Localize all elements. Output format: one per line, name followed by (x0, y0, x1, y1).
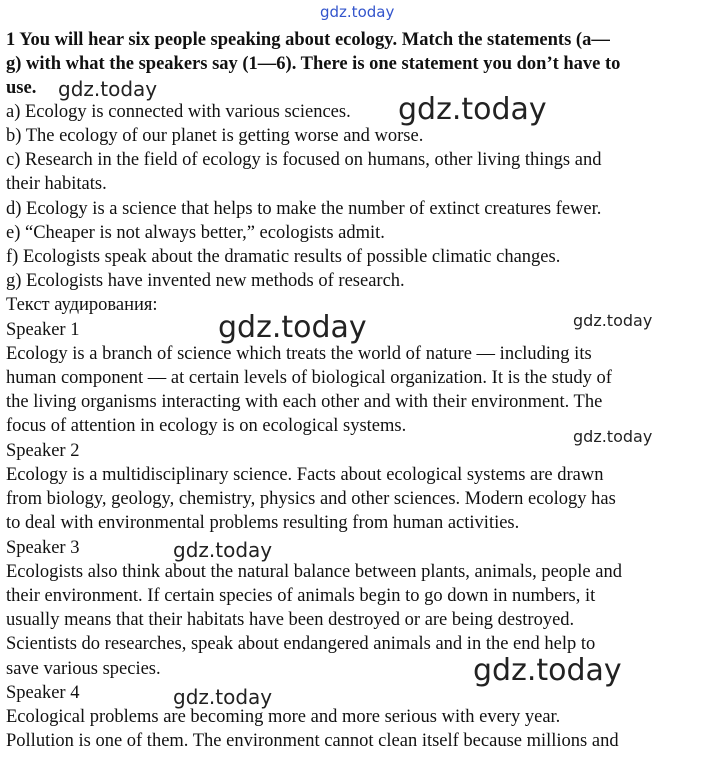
watermark-small: gdz.today (58, 77, 158, 101)
speaker-text-line: to deal with environmental problems resulting from human activities. (6, 513, 520, 533)
speaker-text-line: Ecology is a multidisciplinary science. Facts about ecological systems are drawn (6, 465, 604, 485)
transcript-label: Текст аудирования: (6, 295, 158, 315)
watermark-top: gdz.today (320, 3, 395, 21)
statement-c-continued: their habitats. (6, 174, 107, 194)
statement-e: e) “Cheaper is not always better,” ecologists admit. (6, 223, 385, 243)
watermark-small: gdz.today (173, 685, 273, 709)
speaker-label: Speaker 4 (6, 683, 80, 703)
watermark-small: gdz.today (573, 427, 653, 446)
speaker-label: Speaker 2 (6, 441, 80, 461)
watermark-small: gdz.today (173, 538, 273, 562)
speaker-text-line: human component — at certain levels of biological organization. It is the study of (6, 368, 612, 388)
speaker-text-line: Ecologists also think about the natural balance between plants, animals, people and (6, 562, 622, 582)
statement-b: b) The ecology of our planet is getting worse and worse. (6, 126, 424, 146)
speaker-label: Speaker 1 (6, 320, 80, 340)
task-heading-line: g) with what the speakers say (1—6). There is one statement you don’t have to (6, 54, 621, 74)
speaker-text-line: Ecology is a branch of science which treats the world of nature — including its (6, 344, 592, 364)
speaker-text-line: the living organisms interacting with each other and with their environment. The (6, 392, 603, 412)
statement-f: f) Ecologists speak about the dramatic results of possible climatic changes. (6, 247, 561, 267)
statement-g: g) Ecologists have invented new methods of research. (6, 271, 405, 291)
statement-c: c) Research in the field of ecology is focused on humans, other living things and (6, 150, 602, 170)
speaker-text-line: save various species. (6, 659, 161, 679)
speaker-label: Speaker 3 (6, 538, 80, 558)
speaker-text-line: focus of attention in ecology is on ecological systems. (6, 416, 407, 436)
watermark-large: gdz.today (218, 310, 367, 345)
statement-d: d) Ecology is a science that helps to make the number of extinct creatures fewer. (6, 199, 602, 219)
task-heading-line: 1 You will hear six people speaking about ecology. Match the statements (a— (6, 30, 610, 50)
watermark-large: gdz.today (473, 653, 622, 688)
speaker-text-line: their environment. If certain species of animals begin to go down in numbers, it (6, 586, 596, 606)
watermark-large: gdz.today (398, 92, 547, 127)
speaker-text-line: Pollution is one of them. The environment cannot clean itself because millions and (6, 731, 619, 751)
task-heading-line: use. (6, 78, 37, 98)
speaker-text-line: usually means that their habitats have been destroyed or are being destroyed. (6, 610, 575, 630)
statement-a: a) Ecology is connected with various sciences. (6, 102, 351, 122)
watermark-small: gdz.today (573, 311, 653, 330)
speaker-text-line: from biology, geology, chemistry, physics and other sciences. Modern ecology has (6, 489, 616, 509)
speaker-text-line: Ecological problems are becoming more and more serious with every year. (6, 707, 561, 727)
speaker-text-line: Scientists do researches, speak about endangered animals and in the end help to (6, 634, 596, 654)
